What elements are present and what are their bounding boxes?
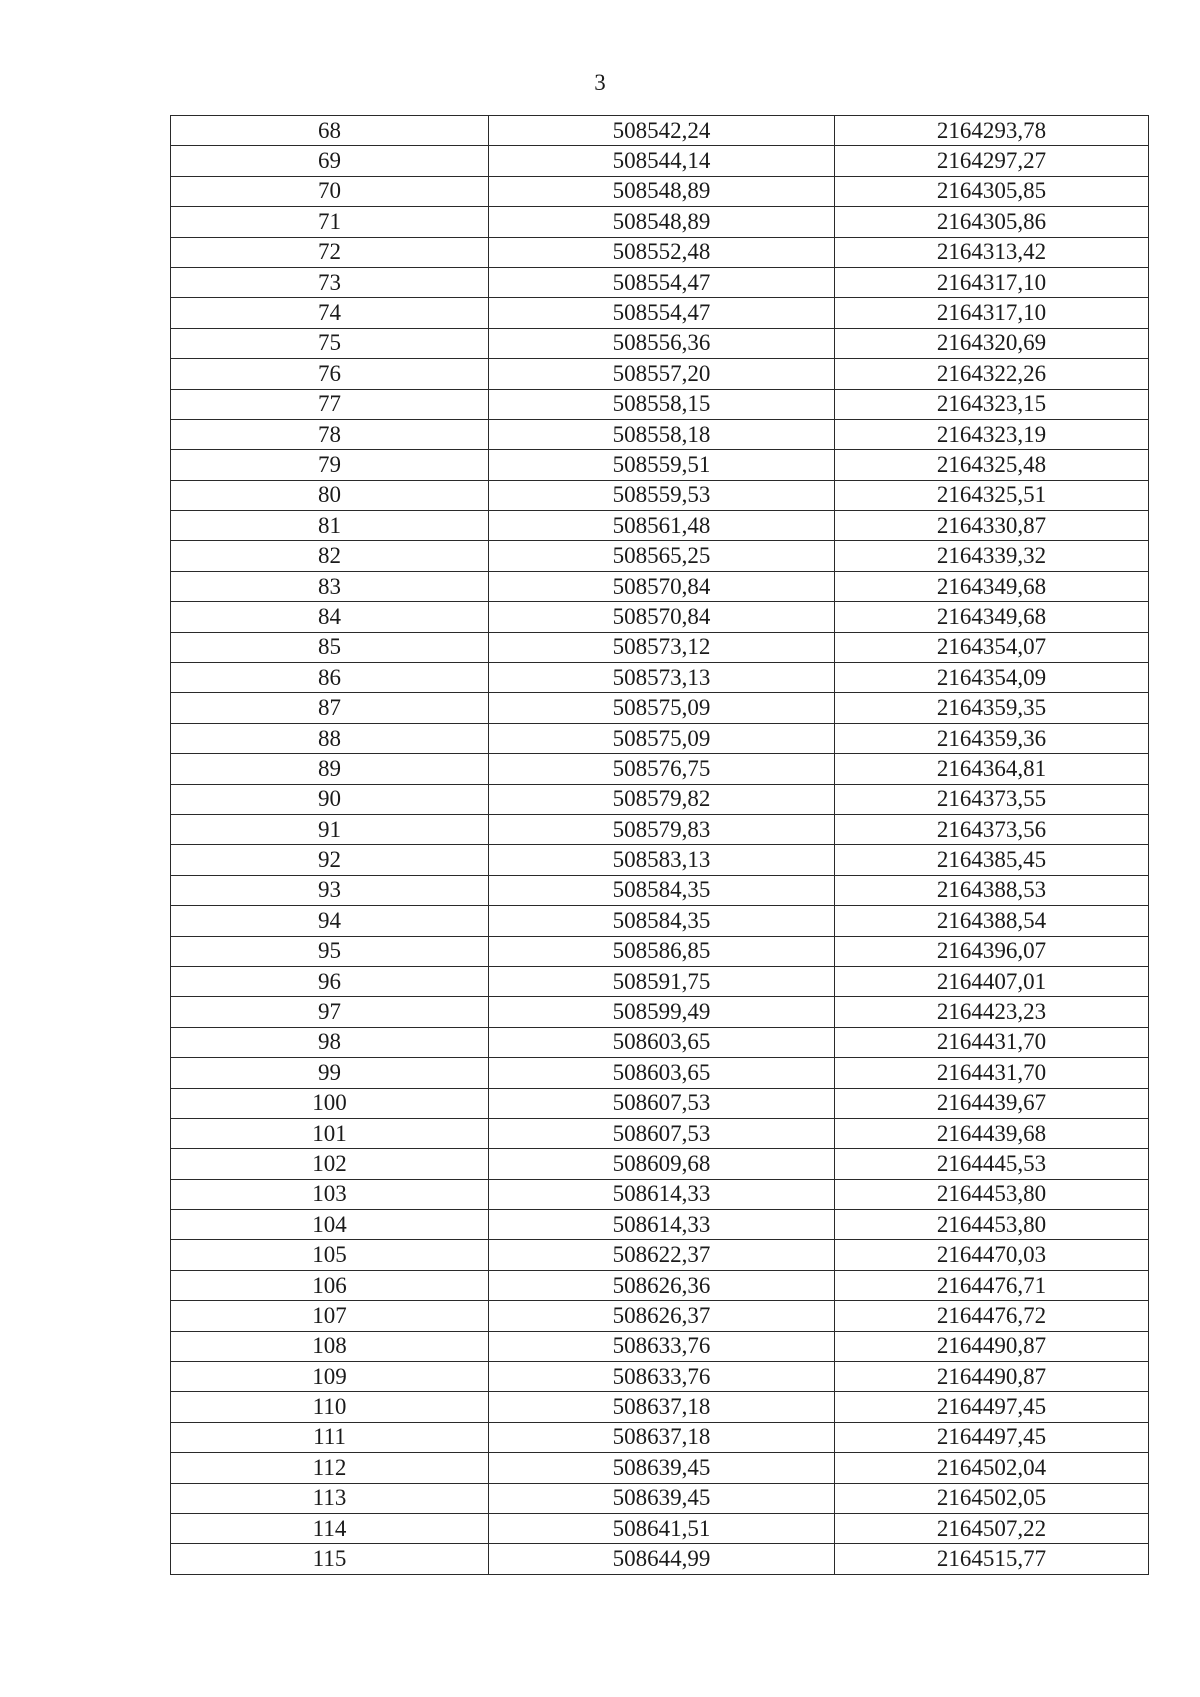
point-number-cell: 69 <box>171 146 489 176</box>
x-coordinate-cell: 508614,33 <box>489 1210 835 1240</box>
x-coordinate-cell: 508633,76 <box>489 1331 835 1361</box>
x-coordinate-cell: 508561,48 <box>489 511 835 541</box>
point-number-cell: 106 <box>171 1270 489 1300</box>
x-coordinate-cell: 508607,53 <box>489 1088 835 1118</box>
y-coordinate-cell: 2164339,32 <box>835 541 1149 571</box>
point-number-cell: 82 <box>171 541 489 571</box>
point-number-cell: 74 <box>171 298 489 328</box>
x-coordinate-cell: 508542,24 <box>489 116 835 146</box>
y-coordinate-cell: 2164490,87 <box>835 1331 1149 1361</box>
point-number-cell: 75 <box>171 328 489 358</box>
y-coordinate-cell: 2164439,68 <box>835 1118 1149 1148</box>
x-coordinate-cell: 508579,82 <box>489 784 835 814</box>
y-coordinate-cell: 2164453,80 <box>835 1210 1149 1240</box>
point-number-cell: 101 <box>171 1118 489 1148</box>
table-row <box>171 1483 1149 1513</box>
y-coordinate-cell: 2164502,04 <box>835 1453 1149 1483</box>
point-number-cell: 80 <box>171 480 489 510</box>
table-row <box>171 754 1149 784</box>
x-coordinate-cell: 508639,45 <box>489 1453 835 1483</box>
coordinates-table <box>170 115 1149 1575</box>
table-row <box>171 936 1149 966</box>
point-number-cell: 103 <box>171 1179 489 1209</box>
table-row <box>171 1058 1149 1088</box>
y-coordinate-cell: 2164313,42 <box>835 237 1149 267</box>
x-coordinate-cell: 508565,25 <box>489 541 835 571</box>
y-coordinate-cell: 2164323,15 <box>835 389 1149 419</box>
point-number-cell: 79 <box>171 450 489 480</box>
table-row <box>171 1422 1149 1452</box>
point-number-cell: 89 <box>171 754 489 784</box>
x-coordinate-cell: 508570,84 <box>489 602 835 632</box>
x-coordinate-cell: 508633,76 <box>489 1362 835 1392</box>
point-number-cell: 92 <box>171 845 489 875</box>
point-number-cell: 94 <box>171 906 489 936</box>
y-coordinate-cell: 2164476,71 <box>835 1270 1149 1300</box>
y-coordinate-cell: 2164330,87 <box>835 511 1149 541</box>
table-row <box>171 1210 1149 1240</box>
y-coordinate-cell: 2164396,07 <box>835 936 1149 966</box>
table-row <box>171 541 1149 571</box>
table-row <box>171 1453 1149 1483</box>
y-coordinate-cell: 2164349,68 <box>835 571 1149 601</box>
table-row <box>171 359 1149 389</box>
x-coordinate-cell: 508637,18 <box>489 1422 835 1452</box>
y-coordinate-cell: 2164431,70 <box>835 1027 1149 1057</box>
point-number-cell: 112 <box>171 1453 489 1483</box>
y-coordinate-cell: 2164502,05 <box>835 1483 1149 1513</box>
x-coordinate-cell: 508556,36 <box>489 328 835 358</box>
y-coordinate-cell: 2164349,68 <box>835 602 1149 632</box>
y-coordinate-cell: 2164354,09 <box>835 663 1149 693</box>
x-coordinate-cell: 508579,83 <box>489 814 835 844</box>
point-number-cell: 84 <box>171 602 489 632</box>
x-coordinate-cell: 508644,99 <box>489 1544 835 1574</box>
y-coordinate-cell: 2164407,01 <box>835 966 1149 996</box>
x-coordinate-cell: 508603,65 <box>489 1058 835 1088</box>
table-row <box>171 1149 1149 1179</box>
point-number-cell: 81 <box>171 511 489 541</box>
y-coordinate-cell: 2164515,77 <box>835 1544 1149 1574</box>
y-coordinate-cell: 2164305,85 <box>835 176 1149 206</box>
point-number-cell: 107 <box>171 1301 489 1331</box>
table-row <box>171 1513 1149 1543</box>
y-coordinate-cell: 2164373,56 <box>835 814 1149 844</box>
y-coordinate-cell: 2164470,03 <box>835 1240 1149 1270</box>
table-row <box>171 1179 1149 1209</box>
point-number-cell: 109 <box>171 1362 489 1392</box>
x-coordinate-cell: 508558,18 <box>489 419 835 449</box>
point-number-cell: 85 <box>171 632 489 662</box>
table-row <box>171 176 1149 206</box>
table-row <box>171 1544 1149 1574</box>
y-coordinate-cell: 2164297,27 <box>835 146 1149 176</box>
table-row <box>171 845 1149 875</box>
y-coordinate-cell: 2164431,70 <box>835 1058 1149 1088</box>
point-number-cell: 93 <box>171 875 489 905</box>
y-coordinate-cell: 2164323,19 <box>835 419 1149 449</box>
y-coordinate-cell: 2164439,67 <box>835 1088 1149 1118</box>
point-number-cell: 71 <box>171 207 489 237</box>
y-coordinate-cell: 2164325,48 <box>835 450 1149 480</box>
table-row <box>171 146 1149 176</box>
y-coordinate-cell: 2164325,51 <box>835 480 1149 510</box>
table-row <box>171 1331 1149 1361</box>
table-row <box>171 1392 1149 1422</box>
point-number-cell: 97 <box>171 997 489 1027</box>
x-coordinate-cell: 508614,33 <box>489 1179 835 1209</box>
y-coordinate-cell: 2164293,78 <box>835 116 1149 146</box>
table-row <box>171 298 1149 328</box>
y-coordinate-cell: 2164359,35 <box>835 693 1149 723</box>
table-row <box>171 1270 1149 1300</box>
table-row <box>171 966 1149 996</box>
point-number-cell: 90 <box>171 784 489 814</box>
y-coordinate-cell: 2164388,53 <box>835 875 1149 905</box>
point-number-cell: 98 <box>171 1027 489 1057</box>
table-row <box>171 1027 1149 1057</box>
table-row <box>171 511 1149 541</box>
x-coordinate-cell: 508584,35 <box>489 906 835 936</box>
y-coordinate-cell: 2164476,72 <box>835 1301 1149 1331</box>
table-row <box>171 389 1149 419</box>
y-coordinate-cell: 2164423,23 <box>835 997 1149 1027</box>
point-number-cell: 105 <box>171 1240 489 1270</box>
table-row <box>171 997 1149 1027</box>
table-row <box>171 875 1149 905</box>
point-number-cell: 70 <box>171 176 489 206</box>
table-row <box>171 207 1149 237</box>
table-row <box>171 450 1149 480</box>
x-coordinate-cell: 508558,15 <box>489 389 835 419</box>
point-number-cell: 96 <box>171 966 489 996</box>
point-number-cell: 102 <box>171 1149 489 1179</box>
x-coordinate-cell: 508583,13 <box>489 845 835 875</box>
table-row <box>171 602 1149 632</box>
point-number-cell: 100 <box>171 1088 489 1118</box>
table-row <box>171 1088 1149 1118</box>
table-row <box>171 116 1149 146</box>
x-coordinate-cell: 508641,51 <box>489 1513 835 1543</box>
table-row <box>171 784 1149 814</box>
point-number-cell: 86 <box>171 663 489 693</box>
x-coordinate-cell: 508548,89 <box>489 207 835 237</box>
table-row <box>171 267 1149 297</box>
table-row <box>171 328 1149 358</box>
x-coordinate-cell: 508554,47 <box>489 267 835 297</box>
point-number-cell: 88 <box>171 723 489 753</box>
x-coordinate-cell: 508575,09 <box>489 693 835 723</box>
y-coordinate-cell: 2164322,26 <box>835 359 1149 389</box>
x-coordinate-cell: 508584,35 <box>489 875 835 905</box>
x-coordinate-cell: 508559,53 <box>489 480 835 510</box>
x-coordinate-cell: 508591,75 <box>489 966 835 996</box>
y-coordinate-cell: 2164354,07 <box>835 632 1149 662</box>
x-coordinate-cell: 508576,75 <box>489 754 835 784</box>
y-coordinate-cell: 2164317,10 <box>835 298 1149 328</box>
point-number-cell: 114 <box>171 1513 489 1543</box>
point-number-cell: 115 <box>171 1544 489 1574</box>
table-row <box>171 480 1149 510</box>
y-coordinate-cell: 2164490,87 <box>835 1362 1149 1392</box>
x-coordinate-cell: 508599,49 <box>489 997 835 1027</box>
point-number-cell: 87 <box>171 693 489 723</box>
point-number-cell: 73 <box>171 267 489 297</box>
point-number-cell: 76 <box>171 359 489 389</box>
x-coordinate-cell: 508637,18 <box>489 1392 835 1422</box>
point-number-cell: 104 <box>171 1210 489 1240</box>
table-row <box>171 663 1149 693</box>
table-row <box>171 237 1149 267</box>
y-coordinate-cell: 2164388,54 <box>835 906 1149 936</box>
y-coordinate-cell: 2164359,36 <box>835 723 1149 753</box>
y-coordinate-cell: 2164364,81 <box>835 754 1149 784</box>
y-coordinate-cell: 2164385,45 <box>835 845 1149 875</box>
y-coordinate-cell: 2164507,22 <box>835 1513 1149 1543</box>
table-row <box>171 693 1149 723</box>
point-number-cell: 113 <box>171 1483 489 1513</box>
x-coordinate-cell: 508603,65 <box>489 1027 835 1057</box>
y-coordinate-cell: 2164305,86 <box>835 207 1149 237</box>
table-row <box>171 814 1149 844</box>
x-coordinate-cell: 508544,14 <box>489 146 835 176</box>
y-coordinate-cell: 2164317,10 <box>835 267 1149 297</box>
coordinates-table-body <box>171 116 1149 1575</box>
x-coordinate-cell: 508586,85 <box>489 936 835 966</box>
point-number-cell: 68 <box>171 116 489 146</box>
table-row <box>171 1362 1149 1392</box>
x-coordinate-cell: 508626,37 <box>489 1301 835 1331</box>
table-row <box>171 571 1149 601</box>
x-coordinate-cell: 508622,37 <box>489 1240 835 1270</box>
y-coordinate-cell: 2164445,53 <box>835 1149 1149 1179</box>
x-coordinate-cell: 508573,13 <box>489 663 835 693</box>
point-number-cell: 110 <box>171 1392 489 1422</box>
x-coordinate-cell: 508548,89 <box>489 176 835 206</box>
point-number-cell: 72 <box>171 237 489 267</box>
point-number-cell: 83 <box>171 571 489 601</box>
point-number-cell: 77 <box>171 389 489 419</box>
x-coordinate-cell: 508557,20 <box>489 359 835 389</box>
table-row <box>171 632 1149 662</box>
point-number-cell: 95 <box>171 936 489 966</box>
x-coordinate-cell: 508639,45 <box>489 1483 835 1513</box>
x-coordinate-cell: 508573,12 <box>489 632 835 662</box>
y-coordinate-cell: 2164453,80 <box>835 1179 1149 1209</box>
point-number-cell: 78 <box>171 419 489 449</box>
x-coordinate-cell: 508626,36 <box>489 1270 835 1300</box>
point-number-cell: 99 <box>171 1058 489 1088</box>
table-row <box>171 723 1149 753</box>
point-number-cell: 108 <box>171 1331 489 1361</box>
point-number-cell: 111 <box>171 1422 489 1452</box>
x-coordinate-cell: 508559,51 <box>489 450 835 480</box>
table-row <box>171 906 1149 936</box>
table-row <box>171 1301 1149 1331</box>
x-coordinate-cell: 508570,84 <box>489 571 835 601</box>
x-coordinate-cell: 508552,48 <box>489 237 835 267</box>
x-coordinate-cell: 508554,47 <box>489 298 835 328</box>
x-coordinate-cell: 508609,68 <box>489 1149 835 1179</box>
table-row <box>171 419 1149 449</box>
x-coordinate-cell: 508575,09 <box>489 723 835 753</box>
y-coordinate-cell: 2164497,45 <box>835 1422 1149 1452</box>
point-number-cell: 91 <box>171 814 489 844</box>
x-coordinate-cell: 508607,53 <box>489 1118 835 1148</box>
y-coordinate-cell: 2164497,45 <box>835 1392 1149 1422</box>
y-coordinate-cell: 2164320,69 <box>835 328 1149 358</box>
page-number: 3 <box>594 70 606 95</box>
table-row <box>171 1240 1149 1270</box>
y-coordinate-cell: 2164373,55 <box>835 784 1149 814</box>
table-row <box>171 1118 1149 1148</box>
